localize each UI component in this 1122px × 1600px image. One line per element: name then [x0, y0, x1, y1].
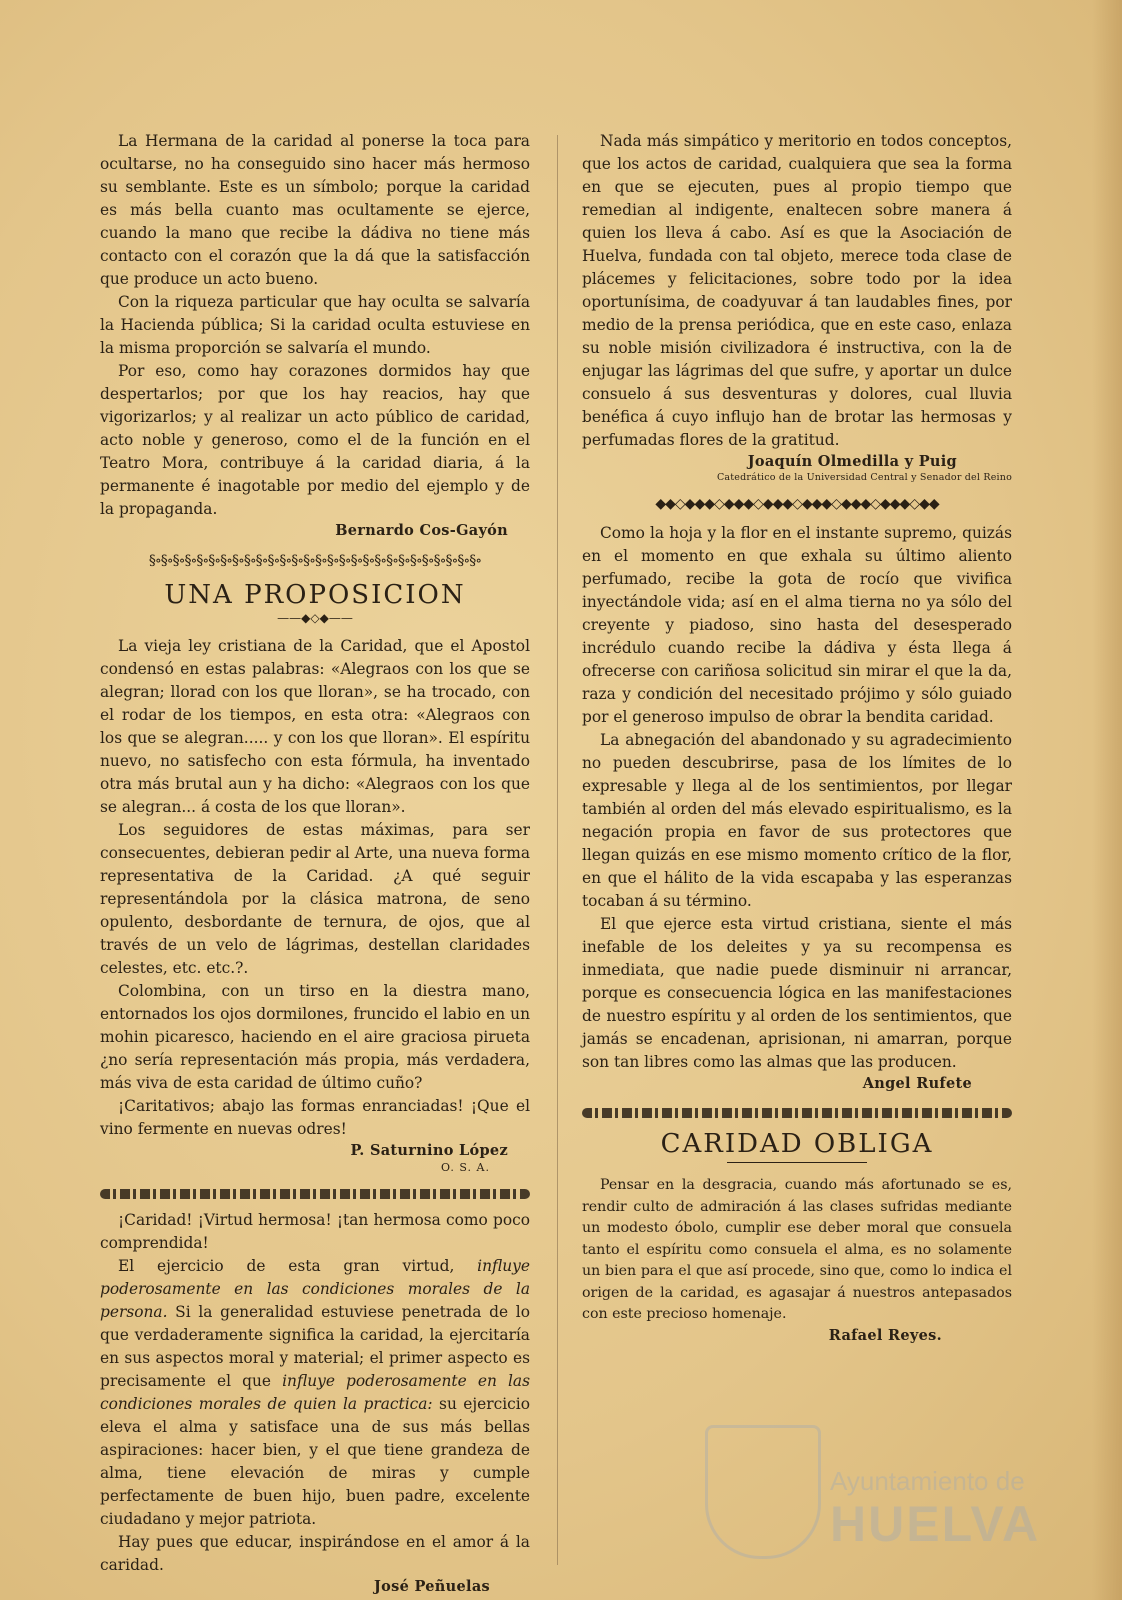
italic-text: influye poderosamente en las condiciones morales de quien la practica:: [100, 1372, 530, 1413]
paragraph: Pensar en la desgracia, cuando más afortunado se es, rendir culto de admiración á las clases sufridas mediante un modesto óbolo, cumplir ese deber moral que consuela tanto el espíritu como consuela el alma, es no solamente un bien para el que así procede, sino que, como lo indica el origen de la caridad, es agasajar á nuestros antepasados con este precioso homenaje.: [582, 1177, 1012, 1322]
signature-subtitle: Catedrático de la Universidad Central y Senador del Reino: [716, 472, 1012, 483]
article-hoja-flor: [582, 522, 1012, 1094]
ornament-divider: ◆◆◇◆◆◆◇◆◆◆◇◆◆◆◇◆◆◆◇◆◆◆◇◆◆◆◇◆◆: [655, 496, 939, 512]
paragraph: Como la hoja y la flor en el instante supremo, quizás en el momento en que exhala su último aliento perfumado, recibe la gota de rocío que vivifica inyectándole vida; así en el alma tierna no ya sólo del creyente y piadoso, sino hasta del desesperado incrédulo cuando recibe la dádiva y ésta llega á ofrecerse con cariñosa solicitud sin mirar el que la da, raza y condición del necesitado prójimo y sólo guiado por el generoso impulso de obrar la bendita caridad.: [582, 524, 1012, 726]
paragraph: La abnegación del abandonado y su agradecimiento no pueden descubrirse, pasa de los límites de lo expresable y llega al de los sentimientos, por llegar también al orden del más elevado espiritualismo, es la negación propia en favor de sus protectores que llegan quizás en ese mismo momento crítico de la flor, en que el hálito de la vida escapaba y las esperanzas tocaban á su término.: [582, 731, 1012, 910]
signature: José Peñuelas: [374, 1578, 490, 1595]
signature-subtitle: O. S. A.: [441, 1161, 490, 1174]
signature: Angel Rufete: [862, 1075, 972, 1092]
text-run: Si la generalidad estuviese penetrada de lo que verdaderamente significa la caridad, la ejercitaría en sus aspectos moral y material; el primer aspecto es precisamente el que: [100, 1303, 530, 1390]
text-run: El ejercicio de esta gran virtud,: [118, 1257, 478, 1275]
title-flourish-icon: ——◆◇◆——: [277, 611, 353, 625]
article-hermana-caridad: [100, 130, 530, 541]
signature: P. Saturnino López: [350, 1142, 508, 1159]
paragraph: Colombina, con un tirso en la diestra mano, entornados los ojos dormilones, fruncido el labio en un mohin picaresco, haciendo en el aire graciosa pirueta ¿no sería representación más propia, más verdadera, más viva de esta caridad de último cuño?: [100, 982, 530, 1092]
paragraph: La Hermana de la caridad al ponerse la toca para ocultarse, no ha conseguido sino hacer más hermoso su semblante. Este es un símbolo; porque la caridad es más bella cuanto mas ocultamente se ejerce, cuando la mano que recibe la dádiva no tiene más contacto con el corazón que la dá que la satisfacción que produce un acto bueno.: [100, 132, 530, 288]
signature: Bernardo Cos-Gayón: [335, 522, 508, 539]
page-edge-shadow: [1092, 0, 1122, 1600]
left-column: [100, 130, 530, 1597]
signature: Joaquín Olmedilla y Puig: [747, 453, 957, 470]
text-run: su ejercicio eleva el alma y satisface una de sus más bellas aspiraciones: hacer bien, y el que tiene grandeza de alma, tiene elevación de miras y cumple perfectamente de buen hijo, buen padre, excelente ciudadano y mejor patriota.: [100, 1395, 530, 1528]
watermark-line2: HUELVA: [830, 1496, 1041, 1552]
right-column: [582, 130, 1012, 1346]
paragraph: Nada más simpático y meritorio en todos conceptos, que los actos de caridad, cualquiera que sea la forma en que se ejecuten, pues al propio tiempo que remedian al indigente, enaltecen sobre manera á quien los lleva á cabo. Así es que la Asociación de Huelva, fundada con tal objeto, merece toda clase de plácemes y felicitaciones, sobre todo por la idea oportunísima, de coadyuvar á tan laudables fines, por medio de la prensa periódica, que en este caso, enlaza su noble misión civilizadora é instructiva, con la de enjugar las lágrimas del que sufre, y aportar un dulce consuelo á sus desventuras y dolores, cual lluvia benéfica á cuyo influjo han de brotar las hermosas y perfumadas flores de la gratitud.: [582, 132, 1012, 449]
seal-icon: [705, 1425, 821, 1559]
title-underline: [727, 1162, 867, 1163]
signature: Rafael Reyes.: [828, 1326, 942, 1344]
article-title: CARIDAD OBLIGA: [660, 1129, 934, 1159]
paragraph: Hay pues que educar, inspirándose en el amor á la caridad.: [100, 1533, 530, 1574]
paragraph: ¡Caritativos; abajo las formas enranciadas! ¡Que el vino fermente en nuevas odres!: [100, 1097, 530, 1138]
article-caridad-obliga: [582, 1128, 1012, 1346]
ornament-divider: [100, 1189, 530, 1199]
ornament-divider: [582, 1108, 1012, 1118]
paragraph: Por eso, como hay corazones dormidos hay que despertarlos; por que los hay reacios, hay que vigorizarlos; y al realizar un acto público de caridad, acto noble y generoso, como el de la función en el Teatro Mora, contribuye á la caridad diaria, á la permanente é inagotable por medio del ejemplo y de la propaganda.: [100, 362, 530, 518]
paragraph: ¡Caridad! ¡Virtud hermosa! ¡tan hermosa como poco comprendida!: [100, 1211, 530, 1252]
italic-text: influye poderosamente en las condiciones morales de la persona.: [100, 1257, 530, 1321]
paragraph: El que ejerce esta virtud cristiana, siente el más inefable de los deleites y ya su recompensa es inmediata, que nadie puede disminuir ni arrancar, porque es consecuencia lógica en las manifestaciones de nuestro espíritu y al orden de los sentimientos, que jamás se encadenan, aprisionan, ni amarran, porque son tan libres como las almas que las producen.: [582, 915, 1012, 1071]
article-una-proposicion: [100, 579, 530, 1175]
paragraph: La vieja ley cristiana de la Caridad, que el Apostol condensó en estas palabras: «Alegraos con los que se alegran; llorad con los que lloran», se ha trocado, con el rodar de los tiempos, en esta otra: «Alegraos con los que se alegran..... y con los que lloran». El espíritu nuevo, no satisfecho con esta fórmula, ha inventado otra más brutal aun y ha dicho: «Alegraos con los que se alegran... á costa de los que lloran».: [100, 637, 530, 816]
archive-watermark: [705, 1425, 1045, 1555]
paragraph: Con la riqueza particular que hay oculta se salvaría la Hacienda pública; Si la caridad oculta estuviese en la misma proporción se salvaría el mundo.: [100, 293, 530, 357]
article-title: UNA PROPOSICION: [164, 580, 466, 610]
column-divider: [557, 135, 558, 1565]
paragraph: [100, 1255, 530, 1531]
article-caridad-virtud: [100, 1209, 530, 1597]
article-asociacion-huelva: [582, 130, 1012, 484]
ornament-divider: §∘§∘§∘§∘§∘§∘§∘§∘§∘§∘§∘§∘§∘§∘§∘§∘§∘§∘§∘§∘§∘§∘§∘§∘§∘§∘§∘§∘: [148, 553, 482, 569]
watermark-line1: Ayuntamiento de: [830, 1466, 1025, 1496]
paragraph: Los seguidores de estas máximas, para ser consecuentes, debieran pedir al Arte, una nueva forma representativa de la Caridad. ¿A qué seguir representándola por la clásica matrona, de seno opulento, desbordante de ternura, de ojos, que al través de un velo de lágrimas, destellan claridades celestes, etc. etc.?.: [100, 821, 530, 977]
